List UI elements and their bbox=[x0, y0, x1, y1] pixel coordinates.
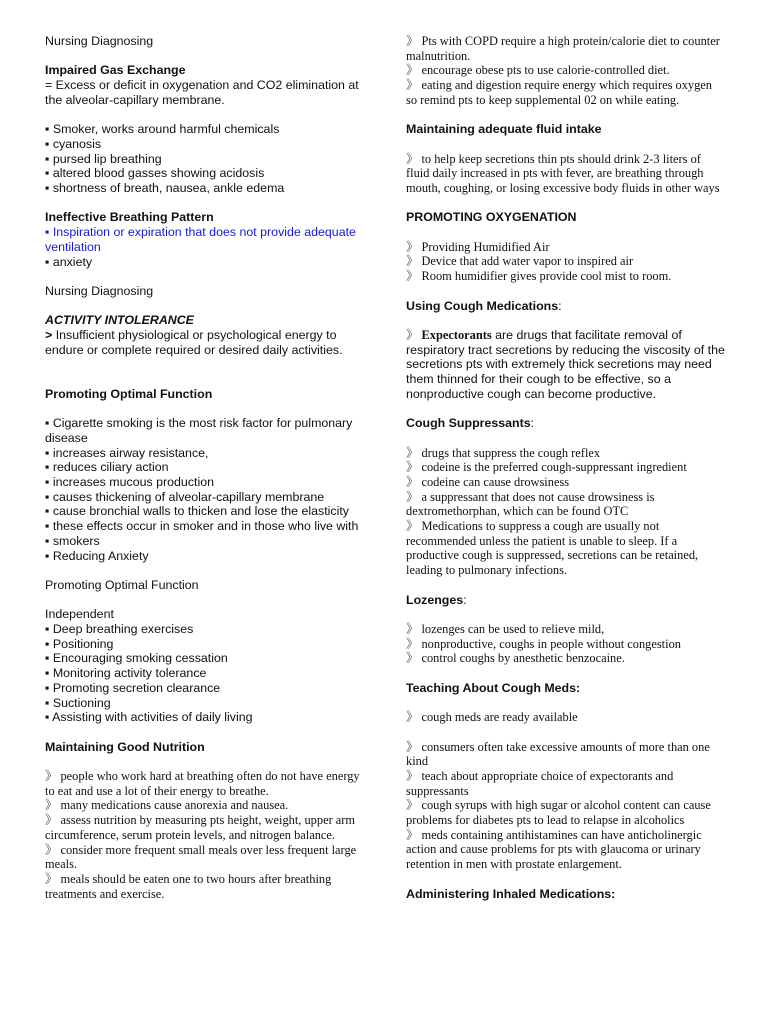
colon: : bbox=[463, 592, 467, 607]
list-item: 》 Providing Humidified Air bbox=[406, 239, 550, 254]
fluid-intake-heading: Maintaining adequate fluid intake bbox=[406, 122, 602, 137]
teaching-cough-meds-heading: Teaching About Cough Meds: bbox=[406, 680, 581, 695]
list-item: ▪ Suctioning bbox=[45, 695, 111, 710]
lozenges-list bbox=[406, 622, 726, 666]
list-item: 》 codeine is the preferred cough-suppressant ingredient bbox=[406, 460, 687, 475]
list-item: 》 encourage obese pts to use calorie-controlled diet. bbox=[406, 63, 670, 78]
independent-list bbox=[45, 622, 370, 725]
list-item: ▪ increases airway resistance, bbox=[45, 445, 209, 460]
cough-medications-title: Using Cough Medications bbox=[406, 298, 559, 313]
maintaining-nutrition-heading: Maintaining Good Nutrition bbox=[45, 739, 205, 754]
gas-exchange-list bbox=[45, 122, 370, 196]
list-item: ▪ Reducing Anxiety bbox=[45, 548, 149, 563]
promoting-optimal-function-heading: Promoting Optimal Function bbox=[45, 386, 213, 401]
list-item: 》 control coughs by anesthetic benzocaine. bbox=[406, 651, 625, 666]
list-item: ▪ Smoker, works around harmful chemicals bbox=[45, 122, 280, 137]
list-item: 》 nonproductive, coughs in people without congestion bbox=[406, 636, 681, 651]
lozenges-title: Lozenges bbox=[406, 592, 464, 607]
list-item: 》 assess nutrition by measuring pts height, weight, upper arm circumference, serum protein levels, and nitrogen balance. bbox=[45, 813, 356, 842]
cough-suppressants-title: Cough Suppressants bbox=[406, 416, 531, 431]
list-item: ▪ altered blood gasses showing acidosis bbox=[45, 166, 265, 181]
list-item: ▪ Promoting secretion clearance bbox=[45, 680, 221, 695]
bullet: 》 bbox=[406, 327, 422, 342]
oxygenation-list bbox=[406, 240, 726, 284]
list-item: 》 teach about appropriate choice of expectorants and suppressants bbox=[406, 768, 674, 798]
list-item: ▪ Monitoring activity tolerance bbox=[45, 666, 207, 681]
list-item: ▪ shortness of breath, nausea, ankle edema bbox=[45, 181, 285, 195]
list-item: ▪ cause bronchial walls to thicken and lose the elasticity bbox=[45, 504, 349, 519]
optimal-function-list bbox=[45, 416, 370, 563]
list-item: 》 meals should be eaten one to two hours after breathing treatments and exercise. bbox=[45, 871, 332, 901]
list-item: ▪ pursed lip breathing bbox=[45, 151, 162, 166]
teaching-list bbox=[406, 740, 726, 872]
list-item: 》 drugs that suppress the cough reflex bbox=[406, 445, 601, 460]
list-item: 》 a suppressant that does not cause drowsiness is dextromethorphan, which can be found OTC bbox=[406, 489, 655, 519]
list-item: ▪ reduces ciliary action bbox=[45, 460, 169, 475]
nursing-diagnosing-heading: Nursing Diagnosing bbox=[45, 34, 154, 48]
list-item: 》 Pts with COPD require a high protein/calorie diet to counter malnutrition. bbox=[406, 34, 720, 63]
gas-exchange-definition: = Excess or deficit in oxygenation and CO2 elimination at the alveolar-capillary membrane. bbox=[45, 78, 359, 107]
nutrition-list bbox=[45, 769, 370, 901]
expectorants-term: Expectorants bbox=[421, 327, 492, 342]
list-item: ▪ increases mucous production bbox=[45, 474, 214, 489]
list-item: ▪ Encouraging smoking cessation bbox=[45, 651, 228, 666]
impaired-gas-exchange-heading: Impaired Gas Exchange bbox=[45, 63, 186, 78]
left-column bbox=[45, 34, 370, 901]
colon: : bbox=[530, 416, 535, 431]
list-item: ▪ these effects occur in smoker and in those who live with bbox=[45, 519, 359, 534]
list-item: 》 many medications cause anorexia and nausea. bbox=[45, 798, 289, 813]
colon: : bbox=[558, 298, 562, 313]
promoting-optimal-function-heading-2: Promoting Optimal Function bbox=[45, 577, 199, 592]
suppressants-list bbox=[406, 446, 726, 578]
activity-definition-text: Insufficient physiological or psychological energy to endure or complete required or desired daily activities. bbox=[45, 327, 343, 357]
nutrition-continued-list bbox=[406, 34, 726, 108]
activity-intolerance-heading: ACTIVITY INTOLERANCE bbox=[45, 313, 194, 328]
list-item: 》 lozenges can be used to relieve mild, bbox=[406, 621, 605, 636]
list-item: ▪ causes thickening of alveolar-capillary membrane bbox=[45, 489, 325, 504]
list-item: ▪ Positioning bbox=[45, 636, 114, 651]
list-item: 》 consumers often take excessive amounts of more than one kind bbox=[406, 739, 710, 769]
expectorants-paragraph bbox=[406, 328, 726, 402]
list-item: 》 consider more frequent small meals over less frequent large meals. bbox=[45, 842, 357, 872]
list-item: ▪ smokers bbox=[45, 533, 100, 548]
cough-medications-heading bbox=[406, 299, 726, 314]
inhaled-medications-heading: Administering Inhaled Medications: bbox=[406, 886, 616, 901]
list-item: ▪ Assisting with activities of daily living bbox=[45, 710, 253, 725]
cough-suppressants-heading bbox=[406, 416, 726, 431]
list-item: ▪ anxiety bbox=[45, 254, 93, 269]
independent-label: Independent bbox=[45, 607, 114, 622]
list-item: ▪ Deep breathing exercises bbox=[45, 621, 194, 636]
activity-definition bbox=[45, 328, 370, 357]
list-item: 》 cough meds are ready available bbox=[406, 710, 578, 725]
promoting-oxygenation-heading: PROMOTING OXYGENATION bbox=[406, 210, 577, 225]
list-item: 》 cough syrups with high sugar or alcohol content can cause problems for diabetes pts to lead to relapse in alcoholics bbox=[406, 798, 711, 828]
right-column bbox=[406, 34, 726, 901]
list-item: 》 Device that add water vapor to inspired air bbox=[406, 254, 634, 269]
lozenges-heading bbox=[406, 593, 726, 608]
breathing-definition: ▪ Inspiration or expiration that does not provide adequate ventilation bbox=[45, 225, 356, 254]
expectorants-text: are drugs that facilitate removal of respiratory tract secretions by reducing the viscosity of the secretions pts with extremely thick secretions may need them thinned for their cough to be effective, so a nonproductive cough can become productive. bbox=[406, 327, 725, 401]
ineffective-breathing-heading: Ineffective Breathing Pattern bbox=[45, 210, 214, 225]
list-item: 》 Room humidifier gives provide cool mist to room. bbox=[406, 269, 672, 284]
list-item: ▪ cyanosis bbox=[45, 136, 102, 151]
fluid-intake-text: 》 to help keep secretions thin pts should drink 2-3 liters of fluid daily increased in pts with fever, are breathing through mouth, coughing, or losing excessive body fluids in other ways bbox=[406, 151, 720, 195]
list-item: 》 meds containing antihistamines can have anticholinergic action and cause problems for pts with glaucoma or urinary retention in men with prostate enlargement. bbox=[406, 827, 702, 872]
list-item: 》 eating and digestion require energy which requires oxygen so remind pts to keep supplemental 02 on while eating. bbox=[406, 78, 713, 107]
list-item: 》 people who work hard at breathing often do not have energy to eat and use a lot of their energy to breathe. bbox=[45, 768, 360, 798]
list-item: 》 Medications to suppress a cough are usually not recommended unless the patient is unable to sleep. If a productive cough is suppressed, secretions can be retained, leading to pulmonary infections. bbox=[406, 519, 699, 578]
gt-symbol: > bbox=[45, 327, 53, 342]
list-item: 》 codeine can cause drowsiness bbox=[406, 474, 570, 489]
nursing-diagnosing-heading-2: Nursing Diagnosing bbox=[45, 283, 154, 298]
list-item: ▪ Cigarette smoking is the most risk factor for pulmonary disease bbox=[45, 416, 353, 445]
